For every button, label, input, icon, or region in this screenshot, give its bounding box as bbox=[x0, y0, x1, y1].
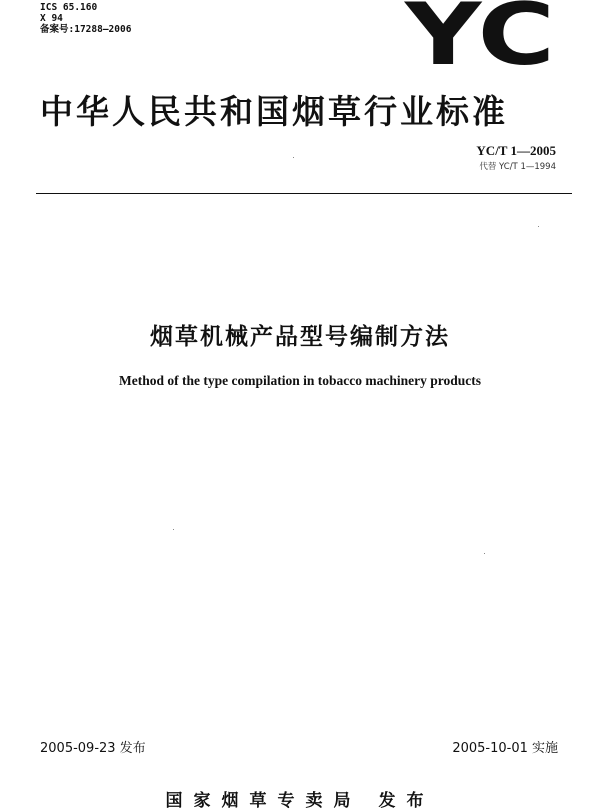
ics-code: ICS 65.160 bbox=[40, 2, 98, 13]
header-divider bbox=[36, 193, 572, 194]
yc-logo bbox=[400, 0, 560, 66]
publisher: 国家烟草专卖局 发布 bbox=[165, 791, 435, 811]
standard-number: YC/T 1—2005 bbox=[476, 143, 556, 158]
document-title-en: Method of the type compilation in tobacco machinery products bbox=[119, 373, 481, 388]
record-number: 备案号:17288—2006 bbox=[40, 24, 132, 35]
logo-text: YC bbox=[403, 0, 555, 66]
scan-speck bbox=[538, 226, 539, 227]
replaces-standard: 代替 YC/T 1—1994 bbox=[479, 162, 556, 172]
issue-date: 2005-09-23 发布 bbox=[40, 741, 146, 756]
document-title-cn: 烟草机械产品型号编制方法 bbox=[150, 324, 450, 350]
class-code: X 94 bbox=[40, 13, 63, 24]
scan-speck bbox=[173, 529, 174, 530]
implementation-date: 2005-10-01 实施 bbox=[452, 741, 558, 756]
scan-speck bbox=[293, 157, 294, 158]
org-title: 中华人民共和国烟草行业标准 bbox=[40, 92, 508, 131]
scan-speck bbox=[484, 553, 485, 554]
